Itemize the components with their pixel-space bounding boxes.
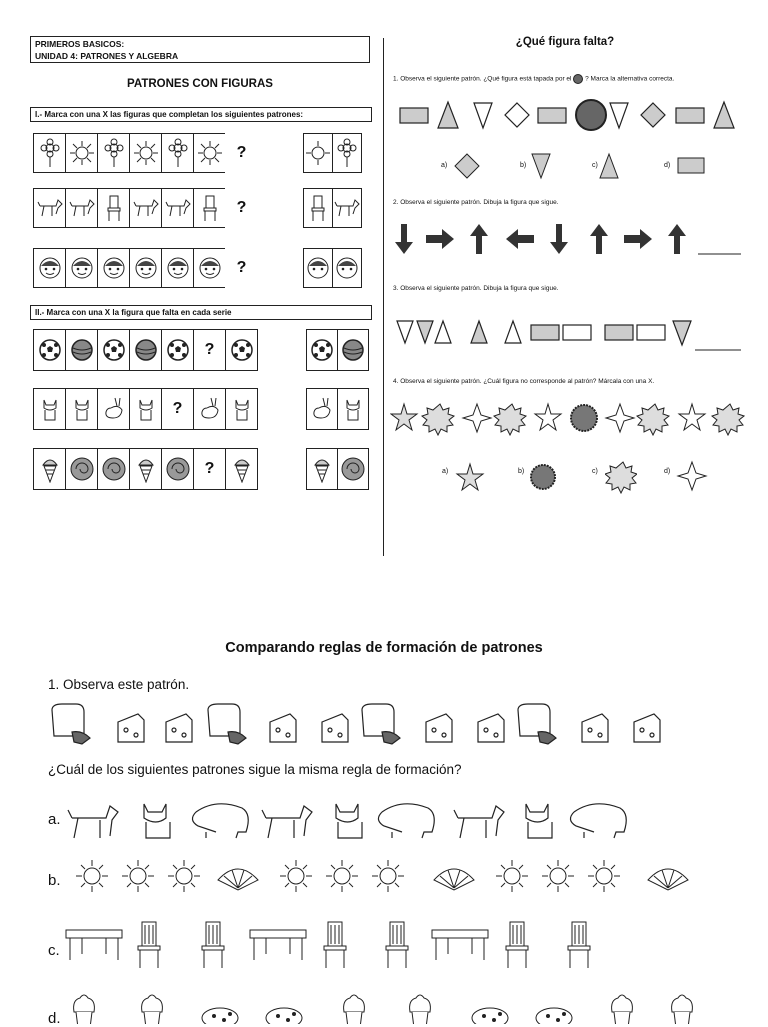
bread-icon: [518, 704, 556, 744]
option-a-star[interactable]: [455, 462, 485, 492]
flower-icon[interactable]: [332, 133, 362, 173]
dog-icon: [161, 188, 194, 228]
dog-icon: [129, 188, 162, 228]
bread-icon: [362, 704, 400, 744]
dense-sun-shape: [571, 405, 597, 431]
series-options-3: [306, 448, 369, 490]
opt4-b-label: b): [518, 468, 525, 475]
section1-label: I.- Marca con una X las figuras que completan los siguientes patrones:: [30, 107, 372, 122]
ice-cream-icon: [129, 448, 162, 490]
face-icon[interactable]: [332, 248, 362, 288]
triangle-shape: [714, 102, 734, 128]
sun-icon: [372, 860, 404, 892]
rectangle-shape: [538, 108, 566, 123]
question-mark: ?: [225, 133, 258, 173]
chair-icon[interactable]: [303, 188, 333, 228]
fan-icon: [218, 869, 258, 890]
bottom-question: ¿Cuál de los siguientes patrones sigue la misma regla de formación?: [48, 762, 462, 777]
rectangle-shape: [563, 325, 591, 340]
bottom-title: Comparando reglas de formación de patrones: [225, 640, 543, 656]
left-title: PATRONES CON FIGURAS: [127, 78, 273, 90]
series-row-balls: [33, 329, 258, 371]
rabbit-icon: [97, 388, 130, 430]
dog-icon: [33, 188, 66, 228]
question-mark: ?: [225, 188, 258, 228]
question-mark: ?: [193, 329, 226, 371]
options-row-1: [303, 133, 362, 173]
sun-icon: [122, 860, 154, 892]
arrow-down-icon: [550, 224, 568, 254]
sun-icon: [65, 133, 98, 173]
right-title: ¿Qué figura falta?: [515, 36, 615, 48]
soccer-ball-icon: [97, 329, 130, 371]
sun-icon: [76, 860, 108, 892]
cheese-icon: [582, 714, 608, 742]
down-triangle-shape: [673, 321, 691, 345]
cheese-icon: [270, 714, 296, 742]
face-icon: [161, 248, 194, 288]
snail-icon: [65, 448, 98, 490]
cupcake-icon: [612, 995, 633, 1024]
arrow-up-icon: [590, 224, 608, 254]
diamond-shape: [641, 103, 665, 127]
ice-cream-icon: [33, 448, 66, 490]
opt4-c-label: c): [592, 468, 598, 475]
bottom-q1: 1. Observa este patrón.: [48, 677, 190, 692]
down-triangle-shape: [417, 321, 433, 343]
option-b-pattern[interactable]: [74, 856, 694, 896]
opt4-d-label: d): [664, 468, 671, 475]
covered-shape-icon: [573, 74, 583, 84]
chair-icon: [568, 922, 590, 968]
striped-ball-icon[interactable]: [337, 329, 369, 371]
header-box: [30, 36, 370, 63]
column-divider: [383, 38, 384, 556]
pattern-row-faces: [33, 248, 258, 288]
q4-pattern: [390, 400, 745, 440]
striped-ball-icon: [65, 329, 98, 371]
star-shape: [391, 404, 417, 430]
down-triangle-shape: [610, 103, 628, 128]
question-2-text: 2. Observa el siguiente patrón. Dibuja la figura que sigue.: [393, 199, 559, 206]
spiky-sun-shape: [422, 404, 454, 435]
arrow-right-icon: [624, 229, 652, 249]
option-b-down-triangle[interactable]: [530, 152, 552, 180]
chair-icon: [202, 922, 224, 968]
rabbit-icon[interactable]: [306, 388, 338, 430]
cookie-icon: [536, 1008, 572, 1024]
covered-circle-shape: [576, 100, 606, 130]
option-d-label[interactable]: d.: [48, 1010, 61, 1027]
cupcake-icon: [344, 995, 365, 1024]
chair-icon: [506, 922, 528, 968]
rectangle-shape: [605, 325, 633, 340]
dog-icon: [262, 806, 312, 838]
question-1-text: [393, 74, 738, 84]
dog-icon: [454, 806, 504, 838]
sun-icon: [193, 133, 226, 173]
spiky-sun-shape: [637, 404, 669, 435]
cheese-icon: [634, 714, 660, 742]
ice-cream-icon[interactable]: [306, 448, 338, 490]
face-icon: [129, 248, 162, 288]
snail-icon: [161, 448, 194, 490]
cat-icon: [336, 804, 362, 838]
striped-ball-icon: [129, 329, 162, 371]
opt-a-label: a): [441, 162, 448, 169]
triangle-shape: [438, 102, 458, 128]
table-icon: [432, 930, 488, 960]
header-line1: PRIMEROS BASICOS:: [35, 39, 125, 49]
bread-icon: [208, 704, 246, 744]
down-triangle-shape: [397, 321, 413, 343]
cheese-icon: [426, 714, 452, 742]
snail-icon: [97, 448, 130, 490]
table-icon: [250, 930, 306, 960]
hippo-icon: [192, 804, 248, 838]
option-c-label[interactable]: c.: [48, 942, 60, 959]
down-triangle-shape: [474, 103, 492, 128]
cheese-icon: [118, 714, 144, 742]
cat-icon: [65, 388, 98, 430]
four-point-star-shape: [463, 404, 491, 432]
cat-icon: [33, 388, 66, 430]
question-mark: ?: [161, 388, 194, 430]
soccer-ball-icon[interactable]: [306, 329, 338, 371]
diamond-shape: [505, 103, 529, 127]
q1-part1: 1. Observa el siguiente patrón. ¿Qué figura está tapada por el: [393, 75, 572, 83]
sun-icon: [326, 860, 358, 892]
options-row-2: [303, 188, 362, 228]
rectangle-shape: [400, 108, 428, 123]
soccer-ball-icon: [225, 329, 258, 371]
cookie-icon: [202, 1008, 238, 1024]
cat-icon: [225, 388, 258, 430]
fan-icon: [648, 869, 688, 890]
four-point-star-shape: [606, 404, 634, 432]
header-line2: UNIDAD 4: PATRONES Y ALGEBRA: [35, 51, 179, 61]
sun-icon: [542, 860, 574, 892]
option-d-four-point-star[interactable]: [676, 460, 708, 494]
chair-icon: [97, 188, 130, 228]
option-c-pattern[interactable]: [64, 918, 614, 974]
chair-icon: [193, 188, 226, 228]
soccer-ball-icon: [33, 329, 66, 371]
option-a-diamond[interactable]: [453, 152, 481, 180]
chair-icon: [138, 922, 160, 968]
q1-part2: ? Marca la alternativa correcta.: [585, 75, 675, 83]
cupcake-icon: [142, 995, 163, 1024]
ice-cream-icon: [225, 448, 258, 490]
pattern-row-dogs: [33, 188, 258, 228]
soccer-ball-icon: [161, 329, 194, 371]
series-row-cats: [33, 388, 258, 430]
options-row-3: [303, 248, 362, 288]
sun-icon: [280, 860, 312, 892]
bread-icon: [52, 704, 90, 744]
flower-icon: [97, 133, 130, 173]
sun-icon: [496, 860, 528, 892]
table-icon: [66, 930, 122, 960]
cat-icon: [129, 388, 162, 430]
triangle-shape: [471, 321, 487, 343]
arrow-up-icon: [668, 224, 686, 254]
hippo-icon: [570, 804, 626, 838]
spiky-sun-shape: [494, 404, 526, 435]
question-4-text: 4. Observa el siguiente patrón. ¿Cuál figura no corresponde al patrón? Márcala con una X.: [393, 378, 655, 385]
arrow-up-icon: [470, 224, 488, 254]
option-d-rectangle[interactable]: [676, 156, 706, 176]
dog-icon: [68, 806, 118, 838]
triangle-shape: [435, 321, 451, 343]
star-shape: [679, 404, 705, 430]
face-icon: [97, 248, 130, 288]
fan-icon: [434, 869, 474, 890]
question-3-text: 3. Observa el siguiente patrón. Dibuja la figura que sigue.: [393, 285, 559, 292]
rectangle-shape: [637, 325, 665, 340]
opt-c-label: c): [592, 162, 598, 169]
series-options-1: [306, 329, 369, 371]
cat-icon[interactable]: [337, 388, 369, 430]
arrow-down-icon: [395, 224, 413, 254]
option-a-pattern[interactable]: [66, 796, 646, 844]
face-icon: [33, 248, 66, 288]
rectangle-shape: [676, 108, 704, 123]
face-icon[interactable]: [303, 248, 333, 288]
star-shape: [535, 404, 561, 430]
triangle-shape: [505, 321, 521, 343]
option-c-triangle[interactable]: [598, 152, 620, 180]
sun-icon: [129, 133, 162, 173]
opt-b-label: b): [520, 162, 527, 169]
cupcake-icon: [74, 995, 95, 1024]
option-d-pattern[interactable]: [70, 994, 710, 1024]
dog-icon[interactable]: [332, 188, 362, 228]
chair-icon: [386, 922, 408, 968]
face-icon: [193, 248, 226, 288]
cat-icon: [144, 804, 170, 838]
flower-icon: [161, 133, 194, 173]
series-row-icecream: [33, 448, 258, 490]
bread-cheese-pattern: [48, 702, 678, 748]
arrow-left-icon: [506, 229, 534, 249]
option-a-label[interactable]: a.: [48, 811, 61, 828]
cookie-icon: [266, 1008, 302, 1024]
opt-d-label: d): [664, 162, 671, 169]
q2-arrow-pattern: [393, 222, 743, 256]
question-mark: ?: [193, 448, 226, 490]
cat-icon: [526, 804, 552, 838]
arrow-right-icon: [426, 229, 454, 249]
cheese-icon: [322, 714, 348, 742]
series-options-2: [306, 388, 369, 430]
cupcake-icon: [672, 995, 693, 1024]
pattern-row-flowers: [33, 133, 258, 173]
spiky-sun-shape: [712, 404, 744, 435]
cheese-icon: [166, 714, 192, 742]
option-c-spiky-sun[interactable]: [605, 460, 637, 494]
sun-icon: [168, 860, 200, 892]
dog-icon: [65, 188, 98, 228]
snail-icon[interactable]: [337, 448, 369, 490]
sun-icon[interactable]: [303, 133, 333, 173]
hippo-icon: [378, 804, 434, 838]
cheese-icon: [478, 714, 504, 742]
q3-pattern: [395, 316, 743, 352]
question-mark: ?: [225, 248, 258, 288]
rabbit-icon: [193, 388, 226, 430]
opt4-a-label: a): [442, 468, 449, 475]
option-b-label[interactable]: b.: [48, 872, 61, 889]
cupcake-icon: [410, 995, 431, 1024]
rectangle-shape: [531, 325, 559, 340]
sun-icon: [588, 860, 620, 892]
q1-pattern: [398, 98, 743, 134]
flower-icon: [33, 133, 66, 173]
cookie-icon: [472, 1008, 508, 1024]
option-b-dense-sun[interactable]: [528, 462, 558, 492]
section2-label: II.- Marca con una X la figura que falta en cada serie: [30, 305, 372, 320]
chair-icon: [324, 922, 346, 968]
face-icon: [65, 248, 98, 288]
